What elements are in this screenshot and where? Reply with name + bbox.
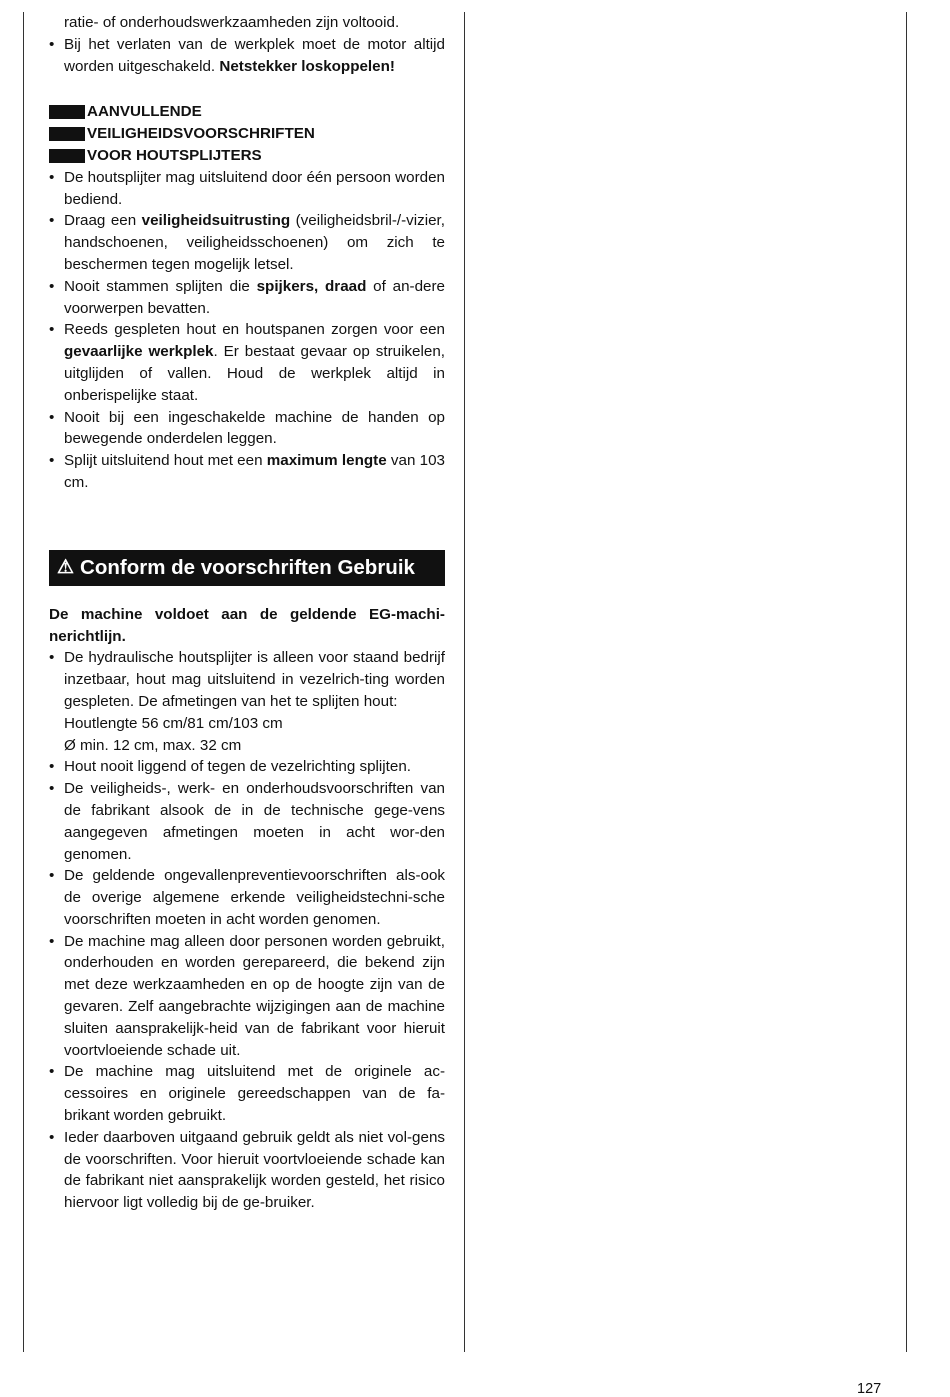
dimension-length: Houtlengte 56 cm/81 cm/103 cm xyxy=(64,714,283,732)
list-item: • Nooit stammen splijten die spijkers, draad of an-dere voorwerpen bevatten. xyxy=(49,276,445,320)
right-margin-rule xyxy=(906,12,907,1352)
list-item: • Hout nooit liggend of tegen de vezelrichting splijten. xyxy=(49,756,445,778)
list-item: • Splijt uitsluitend hout met een maximum lengte van 103 cm. xyxy=(49,450,445,494)
left-margin-rule xyxy=(23,12,24,1352)
list-item: • Nooit bij een ingeschakelde machine de handen op bewegende onderdelen leggen. xyxy=(49,407,445,451)
warning-triangle-icon: ⚠ xyxy=(57,556,75,578)
continued-bullet-text: ratie- of onderhoudswerkzaamheden zijn voltooid. xyxy=(64,14,400,31)
list-item: • Reeds gespleten hout en houtspanen zorgen voor een gevaarlijke werkplek. Er bestaat gevaar op struikelen, uitglijden of vallen. Houd de werkplek altijd in onberispelijke staat. xyxy=(49,319,445,406)
emphasis: Netstekker loskoppelen! xyxy=(219,57,395,75)
list-item: • De machine mag alleen door personen worden gebruikt, onderhouden en worden gerepareerd, die bekend zijn met deze werkzaamheden en op de hoogte zijn van de gevaren. Zelf aangebrachte wijzigingen aan de machine sluiten aansprakelijk-heid van de fabrikant voor hieruit voortvloeiende schade uit. xyxy=(49,931,445,1062)
list-item: • De hydraulische houtsplijter is alleen voor staand bedrijf inzetbaar, hout mag uitsluitend in vezelrich-ting worden gespleten. De afmetingen van het te splijten hout: xyxy=(49,647,445,712)
dimension-diameter: Ø min. 12 cm, max. 32 cm xyxy=(64,736,242,754)
section-title: Conform de voorschriften Gebruik xyxy=(80,555,415,579)
list-item: • De geldende ongevallenpreventievoorschriften als-ook de overige algemene erkende veiligheidstechni-sche voorschriften moeten in acht worden genomen. xyxy=(49,865,445,930)
heading-bar xyxy=(49,105,85,119)
section-heading-safety: AANVULLENDE VEILIGHEIDSVOORSCHRIFTEN VOOR HOUTSPLIJTERS xyxy=(49,101,445,166)
usage-intro: De machine voldoet aan de geldende EG-machi-nerichtlijn. xyxy=(49,605,445,645)
heading-bar xyxy=(49,127,85,141)
heading-bar xyxy=(49,149,85,163)
list-item: • De machine mag uitsluitend met de originele ac-cessoires en originele gereedschappen van de fa-brikant worden gebruikt. xyxy=(49,1061,445,1126)
list-item: • Ieder daarboven uitgaand gebruik geldt als niet vol-gens de voorschriften. Voor hieruit voortvloeiende schade kan de fabrikant niet aansprakelijk worden gesteld, het risico hiervoor ligt volledig bij de ge-bruiker. xyxy=(49,1127,445,1214)
list-item: • Bij het verlaten van de werkplek moet de motor altijd worden uitgeschakeld. Netstekker loskoppelen! xyxy=(49,34,445,78)
column-divider-rule xyxy=(464,12,465,1352)
list-item: • De houtsplijter mag uitsluitend door één persoon worden bediend. xyxy=(49,167,445,211)
left-column xyxy=(49,12,445,1214)
section-title-bar xyxy=(49,550,445,586)
page-number: 127 xyxy=(857,1381,882,1397)
list-item: • Draag een veiligheidsuitrusting (veiligheidsbril-/-vizier, handschoenen, veiligheidsschoenen) om zich te beschermen tegen mogelijk letsel. xyxy=(49,210,445,275)
list-item: • De veiligheids-, werk- en onderhoudsvoorschriften van de fabrikant alsook de in de technische gege-vens aangegeven afmetingen moeten in acht wor-den genomen. xyxy=(49,778,445,865)
